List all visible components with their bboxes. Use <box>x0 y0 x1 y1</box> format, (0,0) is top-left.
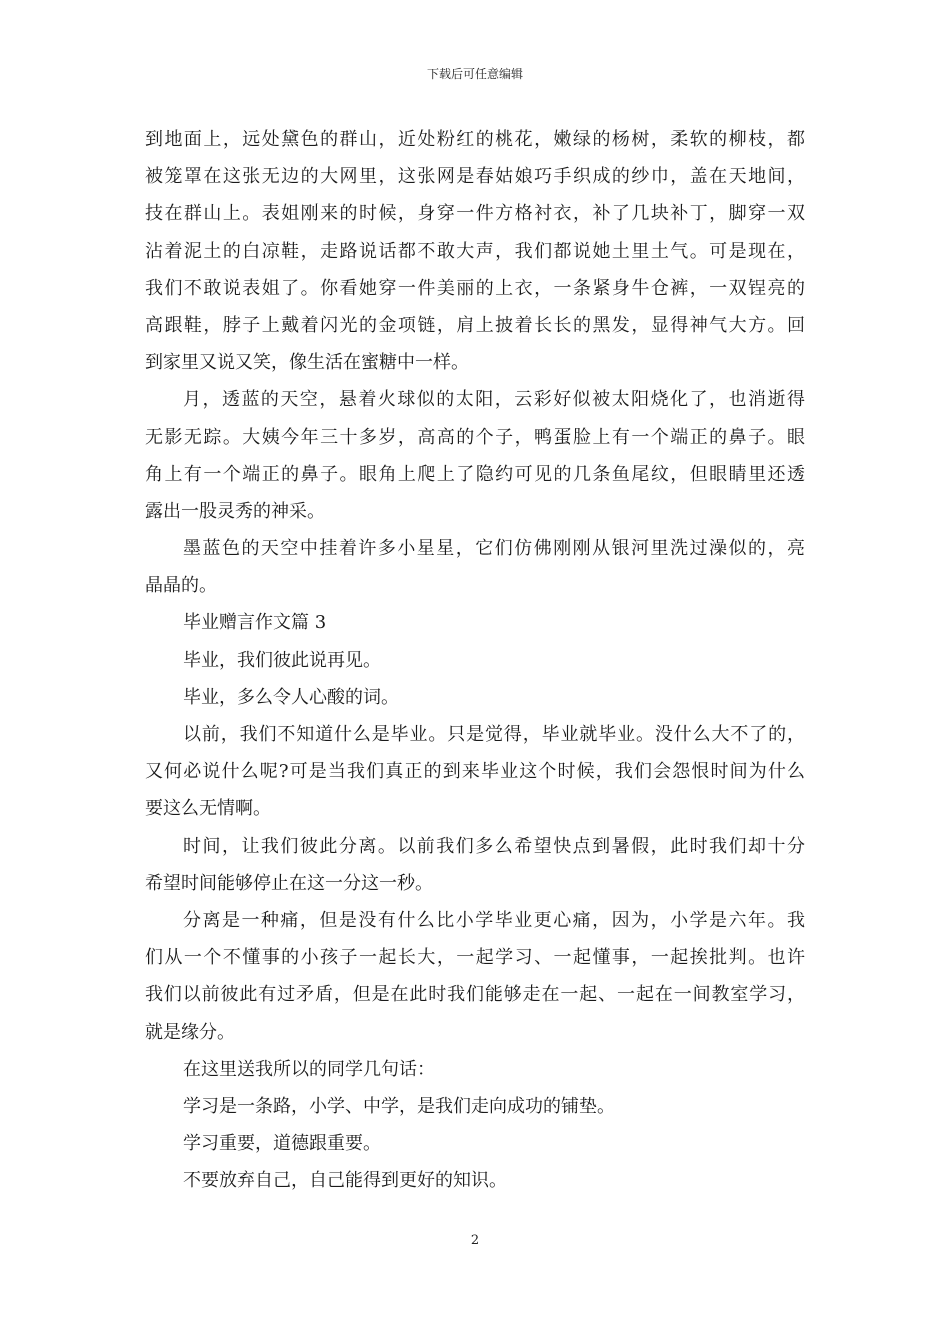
text-line: 毕业，多么令人心酸的词。 <box>183 686 399 708</box>
page-header: 下载后可任意编辑 <box>426 67 523 81</box>
document-body <box>145 121 805 1199</box>
text-line: 学习是一条路，小学、中学，是我们走向成功的铺垫。 <box>183 1095 615 1117</box>
text-line: 分离是一种痛，但是没有什么比小学毕业更心痛，因为，小学是六年。我 <box>183 909 805 931</box>
text-line: 在这里送我所以的同学几句话： <box>183 1058 435 1080</box>
text-line: 又何必说什么呢?可是当我们真正的到来毕业这个时候，我们会怨恨时间为什么 <box>145 761 805 783</box>
text-line: 晶晶的。 <box>145 575 217 597</box>
text-line: 高跟鞋，脖子上戴着闪光的金项链，肩上披着长长的黑发，显得神气大方。回 <box>145 314 805 336</box>
text-line: 到地面上，远处黛色的群山，近处粉红的桃花，嫩绿的杨树，柔软的柳枝，都 <box>145 129 805 150</box>
text-line: 沾着泥土的白凉鞋，走路说话都不敢大声，我们都说她土里土气。可是现在， <box>145 240 805 262</box>
text-line: 要这么无情啊。 <box>145 798 271 820</box>
text-line: 毕业赠言作文篇 3 <box>183 612 327 634</box>
text-line: 我们不敢说表姐了。你看她穿一件美丽的上衣，一条紧身牛仓裤，一双锃亮的 <box>145 277 805 299</box>
text-line: 角上有一个端正的鼻子。眼角上爬上了隐约可见的几条鱼尾纹，但眼睛里还透 <box>145 463 805 485</box>
text-line: 学习重要，道德跟重要。 <box>183 1133 381 1155</box>
page-number: 2 <box>470 1233 480 1248</box>
text-line: 墨蓝色的天空中挂着许多小星星，它们仿佛刚刚从银河里洗过澡似的，亮 <box>183 538 805 560</box>
text-line: 到家里又说又笑，像生活在蜜糖中一样。 <box>145 352 469 374</box>
text-line: 就是缘分。 <box>145 1021 235 1043</box>
text-line: 我们以前彼此有过矛盾，但是在此时我们能够走在一起、一起在一间教室学习， <box>145 984 805 1006</box>
text-line: 时间，让我们彼此分离。以前我们多么希望快点到暑假，此时我们却十分 <box>183 835 805 857</box>
text-line: 毕业，我们彼此说再见。 <box>183 649 381 671</box>
text-line: 不要放弃自己，自己能得到更好的知识。 <box>183 1170 507 1192</box>
text-line: 们从一个不懂事的小孩子一起长大，一起学习、一起懂事，一起挨批判。也许 <box>145 947 805 969</box>
text-line: 被笼罩在这张无边的大网里，这张网是春姑娘巧手织成的纱巾，盖在天地间， <box>145 166 805 188</box>
text-line: 露出一股灵秀的神采。 <box>145 500 325 522</box>
text-line: 技在群山上。表姐刚来的时候，身穿一件方格衬衣，补了几块补丁，脚穿一双 <box>145 203 805 225</box>
text-line: 无影无踪。大姨今年三十多岁，高高的个子，鸭蛋脸上有一个端正的鼻子。眼 <box>145 426 805 448</box>
text-line: 以前，我们不知道什么是毕业。只是觉得，毕业就毕业。没什么大不了的， <box>183 724 805 745</box>
text-line: 希望时间能够停止在这一分这一秒。 <box>145 872 433 894</box>
text-line: 月，透蓝的天空，悬着火球似的太阳，云彩好似被太阳烧化了，也消逝得 <box>183 389 805 411</box>
